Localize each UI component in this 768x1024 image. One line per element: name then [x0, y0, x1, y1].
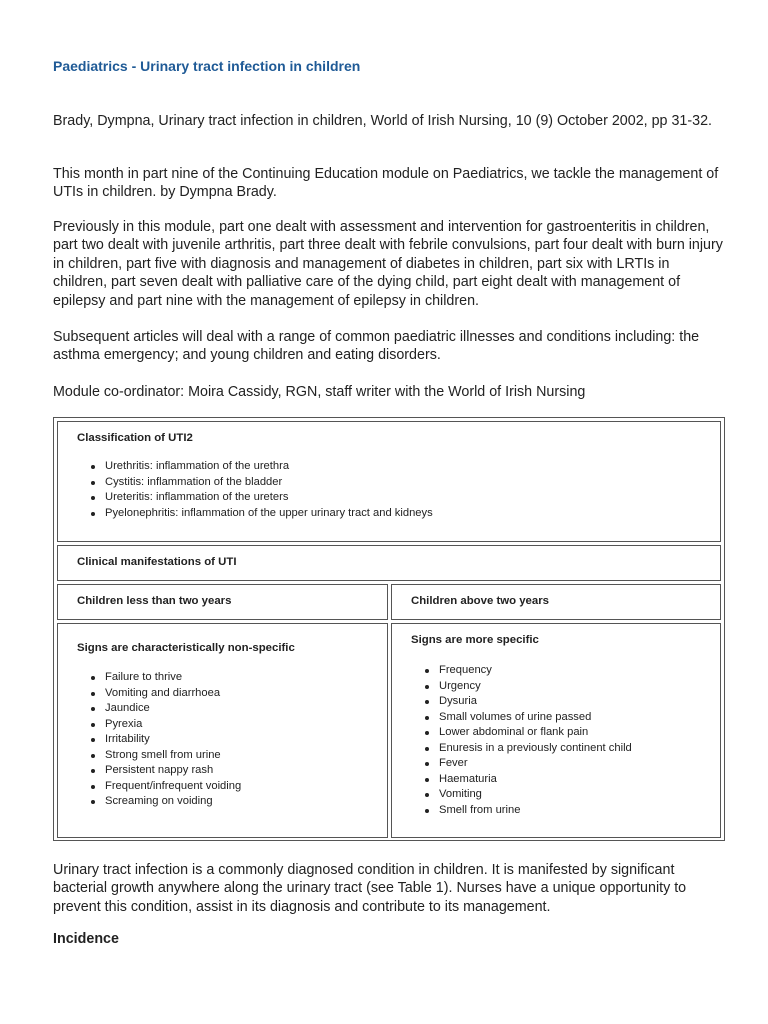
over-two-signs-title: Signs are more specific [411, 634, 539, 646]
article-title: Paediatrics - Urinary tract infection in children [53, 58, 361, 74]
under-two-signs-title: Signs are characteristically non-specific [77, 642, 295, 654]
list-item: Failure to thrive [105, 670, 241, 686]
list-item: Urgency [439, 679, 632, 695]
list-item: Lower abdominal or flank pain [439, 725, 632, 741]
classification-list [77, 459, 433, 521]
citation-paragraph: Brady, Dympna, Urinary tract infection in children, World of Irish Nursing, 10 (9) October 2002, pp 31-32. [53, 113, 713, 129]
list-item: Pyelonephritis: inflammation of the upper urinary tract and kidneys [105, 506, 433, 522]
body-paragraph: Urinary tract infection is a commonly diagnosed condition in children. It is manifested by significant bacterial growth anywhere along the urinary tract (see Table 1). Nurses have a unique opportunity to prevent this condition, assist in its diagnosis and contribute to its management. [53, 862, 687, 915]
over-two-signs-list [411, 663, 632, 818]
incidence-heading: Incidence [53, 931, 119, 947]
under-two-signs-cell [57, 623, 388, 838]
list-item: Screaming on voiding [105, 794, 241, 810]
list-item: Urethritis: inflammation of the urethra [105, 459, 433, 475]
uti-table [53, 417, 725, 841]
under-two-header: Children less than two years [77, 595, 232, 607]
list-item: Ureteritis: inflammation of the ureters [105, 490, 433, 506]
clinical-manifestations-cell [57, 545, 721, 581]
list-item: Dysuria [439, 694, 632, 710]
intro-paragraph: This month in part nine of the Continuing Education module on Paediatrics, we tackle the management of UTIs in children. by Dympna Brady. [53, 166, 719, 201]
list-item: Smell from urine [439, 803, 632, 819]
over-two-header: Children above two years [411, 595, 549, 607]
list-item: Enuresis in a previously continent child [439, 741, 632, 757]
list-item: Persistent nappy rash [105, 763, 241, 779]
over-two-signs-cell [391, 623, 721, 838]
list-item: Jaundice [105, 701, 241, 717]
classification-title: Classification of UTI2 [77, 432, 193, 444]
list-item: Small volumes of urine passed [439, 710, 632, 726]
previously-paragraph: Previously in this module, part one dealt with assessment and intervention for gastroenteritis in children, part two dealt with juvenile arthritis, part three dealt with febrile convulsions, part four dealt with burn injury in children, part five with diagnosis and management of diabetes in children, part six with LRTIs in children, part seven dealt with palliative care of the dying child, part eight dealt with management of epilepsy and part nine with the management of epilepsy in children. [53, 219, 723, 309]
list-item: Frequent/infrequent voiding [105, 779, 241, 795]
over-two-header-cell [391, 584, 721, 620]
under-two-header-cell [57, 584, 388, 620]
list-item: Fever [439, 756, 632, 772]
list-item: Strong smell from urine [105, 748, 241, 764]
list-item: Pyrexia [105, 717, 241, 733]
classification-cell [57, 421, 721, 542]
list-item: Haematuria [439, 772, 632, 788]
list-item: Frequency [439, 663, 632, 679]
coordinator-paragraph: Module co-ordinator: Moira Cassidy, RGN, staff writer with the World of Irish Nursing [53, 384, 586, 400]
list-item: Irritability [105, 732, 241, 748]
list-item: Cystitis: inflammation of the bladder [105, 475, 433, 491]
subsequent-paragraph: Subsequent articles will deal with a range of common paediatric illnesses and conditions including: the asthma emergency; and young children and eating disorders. [53, 329, 700, 364]
clinical-manifestations-title: Clinical manifestations of UTI [77, 556, 237, 568]
list-item: Vomiting [439, 787, 632, 803]
list-item: Vomiting and diarrhoea [105, 686, 241, 702]
under-two-signs-list [77, 670, 241, 810]
